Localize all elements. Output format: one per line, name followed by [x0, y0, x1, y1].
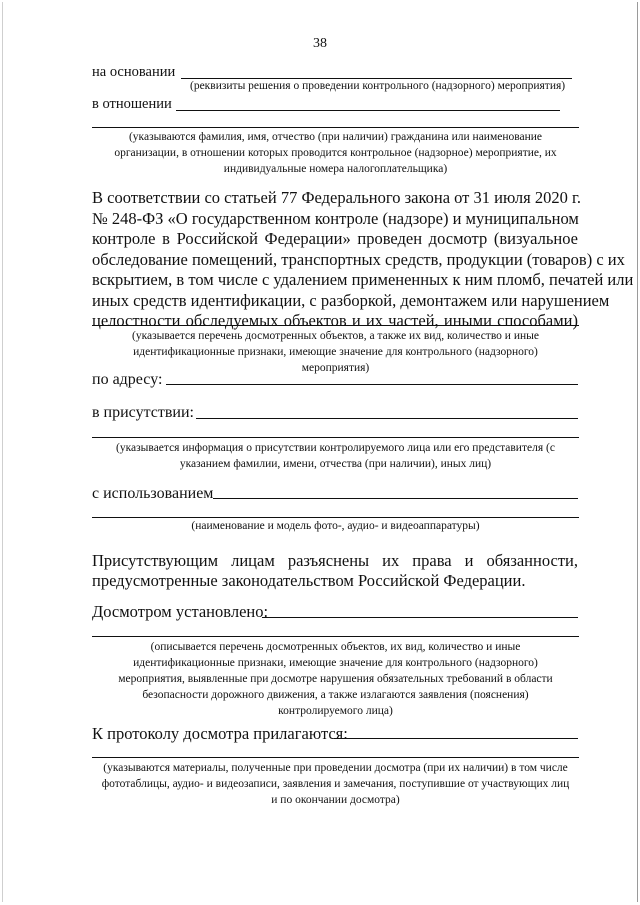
- paragraph-line: Присутствующим лицам разъяснены их права и обязанности,: [92, 551, 578, 570]
- hint-line: (наименование и модель фото-, аудио- и видеоаппаратуры): [191, 520, 480, 532]
- objects-hint: [92, 328, 579, 376]
- hint-line: и по окончании досмотра): [271, 794, 400, 806]
- address-label: по адресу:: [92, 371, 163, 388]
- findings-line-2[interactable]: [92, 636, 579, 637]
- objects-line[interactable]: [92, 325, 579, 326]
- hint-line: организации, в отношении которых проводится контрольное (надзорное) мероприятие, их: [114, 147, 557, 159]
- paragraph-line: иных средств идентификации, с разборкой, демонтажем или нарушением: [92, 290, 610, 310]
- equipment-line[interactable]: [213, 498, 578, 499]
- rights-paragraph: [92, 551, 578, 591]
- basis-hint: (реквизиты решения о проведении контрольного (надзорного) мероприятия): [190, 80, 566, 92]
- hint-line: (указывается перечень досмотренных объектов, а также их вид, количество и иные: [132, 330, 539, 342]
- presence-line[interactable]: [196, 418, 578, 419]
- hint-line: (указываются фамилия, имя, отчество (при наличии) гражданина или наименование: [128, 131, 543, 143]
- hint-line: (описывается перечень досмотренных объектов, их вид, количество и иные: [150, 641, 521, 653]
- paragraph-line: контроле в Российской Федерации» проведен досмотр (визуальное: [92, 229, 578, 248]
- attachments-hint: [88, 760, 583, 808]
- paragraph-line: обследование помещений, транспортных средств, продукции (товаров) с их: [92, 249, 625, 269]
- presence-hint: [92, 440, 579, 472]
- hint-line: (указываются материалы, полученные при проведении досмотра (при их наличии) в том числе: [103, 762, 568, 774]
- paragraph-line: № 248-ФЗ «О государственном контроле (надзоре) и муниципальном: [92, 208, 579, 228]
- basis-label: на основании: [92, 64, 176, 80]
- hint-line: контролируемого лица): [278, 705, 393, 717]
- findings-hint: [92, 639, 579, 719]
- basis-line[interactable]: [181, 78, 572, 79]
- hint-line: идентификационные признаки, имеющие значение для контрольного (надзорного): [133, 346, 538, 358]
- presence-label: в присутствии:: [92, 404, 194, 421]
- attachments-line[interactable]: [334, 738, 578, 739]
- hint-line: указанием фамилии, имени, отчества (при наличии), иных лиц): [179, 458, 492, 470]
- hint-line: мероприятия, выявленные при досмотре нарушения обязательных требований в области: [118, 673, 553, 685]
- presence-line-2[interactable]: [92, 437, 579, 438]
- attachments-line-2[interactable]: [92, 757, 579, 758]
- regarding-line[interactable]: [176, 110, 560, 111]
- page-number: 38: [313, 36, 327, 51]
- address-line[interactable]: [166, 384, 578, 385]
- findings-line[interactable]: [262, 617, 578, 618]
- findings-label: Досмотром установлено:: [92, 602, 269, 621]
- paragraph-line: предусмотренные законодательством Российской Федерации.: [92, 571, 526, 590]
- equipment-hint: [92, 518, 579, 534]
- hint-line: мероприятия): [301, 362, 370, 374]
- equipment-label: с использованием: [92, 485, 214, 502]
- regarding-line-2[interactable]: [92, 127, 579, 128]
- paragraph-line: вскрытием, в том числе с удалением примененных к ним пломб, печатей или: [92, 270, 634, 289]
- paragraph-line: целостности обследуемых объектов и их частей, иными способами): [92, 311, 578, 330]
- hint-line: идентификационные признаки, имеющие значение для контрольного (надзорного): [133, 657, 538, 669]
- hint-line: безопасности дорожного движения, а также излагаются заявления (пояснения): [142, 689, 529, 701]
- hint-line: индивидуальные номера налогоплательщика): [223, 163, 448, 175]
- regarding-label: в отношении: [92, 96, 172, 112]
- regarding-hint: [92, 129, 579, 177]
- hint-line: фототаблицы, аудио- и видеозаписи, заявления и замечания, поступившие от участвующих лиц: [101, 778, 570, 790]
- paragraph-line: В соответствии со статьей 77 Федерального закона от 31 июля 2020 г.: [92, 188, 581, 207]
- hint-line: (указывается информация о присутствии контролируемого лица или его представителя (с: [116, 442, 555, 454]
- attachments-label: К протоколу досмотра прилагаются:: [92, 724, 348, 743]
- main-paragraph: [92, 188, 634, 332]
